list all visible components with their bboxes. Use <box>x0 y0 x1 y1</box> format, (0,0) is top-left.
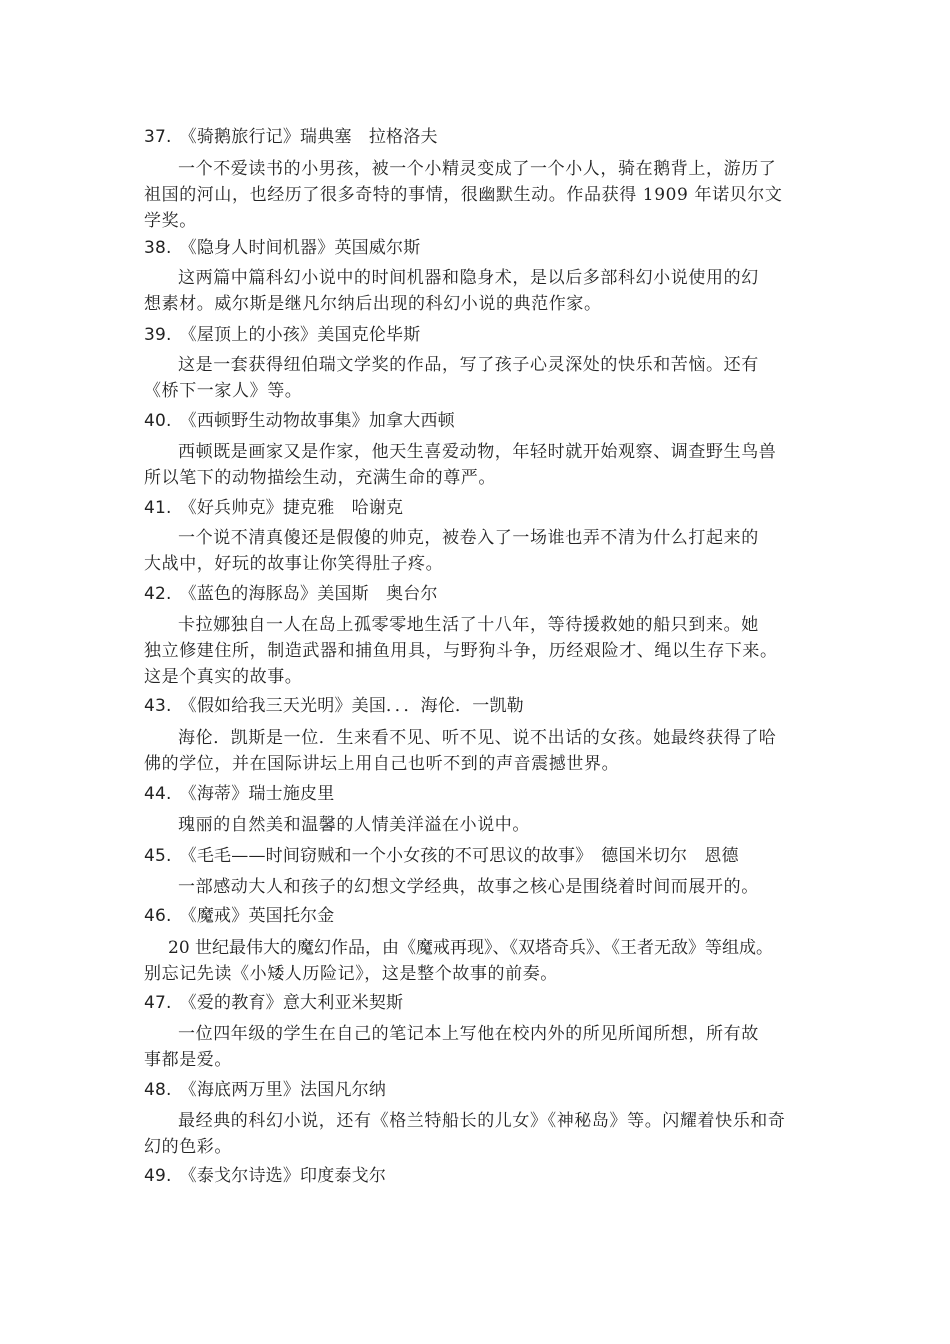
entry-description: 这是个真实的故事。 <box>144 667 303 687</box>
entry-description: 瑰丽的自然美和温馨的人情美洋溢在小说中。 <box>178 815 530 835</box>
entry-description: 事都是爱。 <box>144 1050 232 1070</box>
entry-title: 38. 《隐身人时间机器》英国威尔斯 <box>144 238 421 258</box>
entry-description: 卡拉娜独自一人在岛上孤零零地生活了十八年，等待援救她的船只到来。她 <box>178 615 759 635</box>
entry-description: 一位四年级的学生在自己的笔记本上写他在校内外的所见所闻所想，所有故 <box>178 1024 759 1044</box>
entry-title: 48. 《海底两万里》法国凡尔纳 <box>144 1080 387 1100</box>
entry-description: 别忘记先读《小矮人历险记》，这是整个故事的前奏。 <box>144 964 558 984</box>
entry-description: 学奖。 <box>144 211 197 231</box>
entry-title: 46. 《魔戒》英国托尔金 <box>144 906 335 926</box>
entry-description: 一个说不清真傻还是假傻的帅克，被卷入了一场谁也弄不清为什么打起来的 <box>178 528 759 548</box>
entry-description: 《桥下一家人》等。 <box>144 381 303 401</box>
entry-description: 佛的学位，并在国际讲坛上用自己也听不到的声音震撼世界。 <box>144 754 620 774</box>
entry-description: 幻的色彩。 <box>144 1137 232 1157</box>
entry-description: 这两篇中篇科幻小说中的时间机器和隐身术，是以后多部科幻小说使用的幻 <box>178 268 759 288</box>
entry-description: 想素材。威尔斯是继凡尔纳后出现的科幻小说的典范作家。 <box>144 294 602 314</box>
entry-description: 祖国的河山，也经历了很多奇特的事情，很幽默生动。作品获得 1909 年诺贝尔文 <box>144 185 783 205</box>
entry-title: 43. 《假如给我三天光明》美国．．．海伦．一凯勒 <box>144 696 524 716</box>
entry-title: 49. 《泰戈尔诗选》印度泰戈尔 <box>144 1166 387 1186</box>
entry-title: 41. 《好兵帅克》捷克雅 哈谢克 <box>144 498 404 518</box>
entry-title: 47. 《爱的教育》意大利亚米契斯 <box>144 993 404 1013</box>
entry-title: 37. 《骑鹅旅行记》瑞典塞 拉格洛夫 <box>144 127 438 147</box>
entry-description: 西顿既是画家又是作家，他天生喜爱动物，年轻时就开始观察、调查野生鸟兽 <box>178 442 777 462</box>
entry-title: 40. 《西顿野生动物故事集》加拿大西顿 <box>144 411 455 431</box>
entry-description: 独立修建住所，制造武器和捕鱼用具，与野狗斗争，历经艰险才、绳以生存下来。 <box>144 641 778 661</box>
entry-description: 这是一套获得纽伯瑞文学奖的作品，写了孩子心灵深处的快乐和苦恼。还有 <box>178 355 759 375</box>
entry-title: 44. 《海蒂》瑞士施皮里 <box>144 784 335 804</box>
entry-title: 42. 《蓝色的海豚岛》美国斯 奥台尔 <box>144 584 438 604</box>
entry-title: 39. 《屋顶上的小孩》美国克伦毕斯 <box>144 325 421 345</box>
entry-description: 海伦．凯斯是一位．生来看不见、听不见、说不出话的女孩。她最终获得了哈 <box>178 728 777 748</box>
entry-description: 一个不爱读书的小男孩，被一个小精灵变成了一个小人，骑在鹅背上，游历了 <box>178 159 777 179</box>
entry-description: 所以笔下的动物描绘生动，充满生命的尊严。 <box>144 468 496 488</box>
entry-description: 20 世纪最伟大的魔幻作品，由《魔戒再现》、《双塔奇兵》、《王者无敌》等组成。 <box>168 938 774 958</box>
entry-title: 45. 《毛毛——时间窃贼和一个小女孩的不可思议的故事》 德国米切尔 恩德 <box>144 846 739 866</box>
entry-description: 最经典的科幻小说，还有《格兰特船长的儿女》《神秘岛》等。闪耀着快乐和奇 <box>178 1111 786 1131</box>
entry-description: 一部感动大人和孩子的幻想文学经典，故事之核心是围绕着时间而展开的。 <box>178 877 759 897</box>
entry-description: 大战中，好玩的故事让你笑得肚子疼。 <box>144 554 444 574</box>
